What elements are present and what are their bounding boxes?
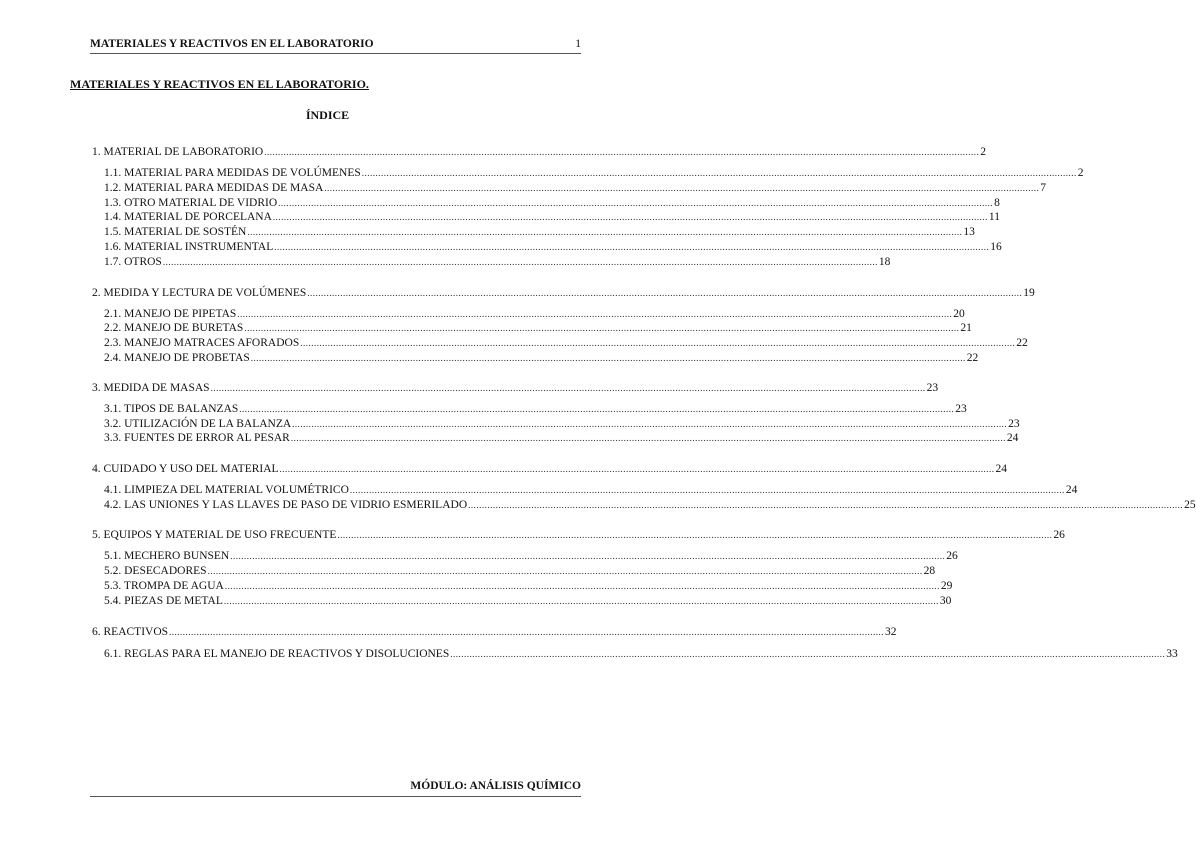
toc-subsection-entry — [104, 166, 1084, 180]
toc-entry-label: 1.6. MATERIAL INSTRUMENTAL — [104, 241, 274, 253]
toc-section-entry — [92, 462, 1008, 476]
toc-entry-label: 2.2. MANEJO DE BURETAS — [104, 322, 244, 334]
toc-entry-label: 5.4. PIEZAS DE METAL — [104, 595, 223, 607]
toc-entry-label: 1.1. MATERIAL PARA MEDIDAS DE VOLÚMENES — [104, 167, 361, 179]
header-rule — [90, 53, 581, 54]
toc-subsection-entry — [104, 336, 1028, 350]
toc-entry-page: 23 — [926, 382, 939, 394]
toc-subsection-entry — [104, 594, 952, 608]
toc-dot-leader: .................................................................................................................................................................................................................................................................... — [290, 433, 1006, 443]
toc-subsection-entry — [104, 240, 1002, 254]
toc-dot-leader: .................................................................................................................................................................................................................................................................... — [272, 212, 988, 222]
document-title: MATERIALES Y REACTIVOS EN EL LABORATORIO. — [70, 77, 369, 91]
toc-dot-leader: .................................................................................................................................................................................................................................................................... — [247, 227, 963, 237]
toc-dot-leader: .................................................................................................................................................................................................................................................................... — [292, 419, 1008, 429]
toc-entry-page: 28 — [923, 565, 936, 577]
toc-subsection-entry — [104, 307, 965, 321]
toc-subsection-entry — [104, 225, 975, 239]
toc-entry-label: 2.1. MANEJO DE PIPETAS — [104, 308, 237, 320]
toc-entry-label: 1.5. MATERIAL DE SOSTÉN — [104, 226, 247, 238]
toc-subsection-entry — [104, 417, 1020, 431]
toc-entry-page: 2 — [980, 146, 986, 158]
header-page-number: 1 — [575, 38, 581, 50]
toc-entry-label: 6.1. REGLAS PARA EL MANEJO DE REACTIVOS Y DISOLUCIONES — [104, 648, 450, 660]
toc-dot-leader: .................................................................................................................................................................................................................................................................... — [337, 530, 1053, 540]
toc-entry-page: 25 — [1184, 499, 1196, 511]
toc-entry-label: 3.2. UTILIZACIÓN DE LA BALANZA — [104, 418, 292, 430]
toc-entry-label: 1.7. OTROS — [104, 256, 162, 268]
toc-entry-page: 33 — [1166, 648, 1178, 660]
toc-entry-page: 23 — [955, 403, 967, 415]
toc-entry-label: 5.3. TROMPA DE AGUA — [104, 580, 224, 592]
toc-dot-leader: .................................................................................................................................................................................................................................................................... — [223, 596, 939, 606]
toc-dot-leader: .................................................................................................................................................................................................................................................................... — [210, 383, 926, 393]
toc-entry-page: 18 — [878, 256, 891, 268]
toc-entry-label: 3.3. FUENTES DE ERROR AL PESAR — [104, 432, 290, 444]
toc-subsection-entry — [104, 181, 1047, 195]
toc-entry-label: 3. MEDIDA DE MASAS — [92, 382, 210, 394]
toc-entry-page: 29 — [940, 580, 953, 592]
toc-entry-label: 2.4. MANEJO DE PROBETAS — [104, 352, 250, 364]
toc-entry-page: 22 — [966, 352, 979, 364]
toc-entry-page: 26 — [1053, 529, 1065, 541]
toc-subsection-entry — [104, 431, 1019, 445]
toc-subsection-entry — [104, 210, 1000, 224]
toc-dot-leader: .................................................................................................................................................................................................................................................................... — [162, 257, 878, 267]
toc-section-entry — [92, 145, 986, 159]
toc-dot-leader: .................................................................................................................................................................................................................................................................... — [361, 168, 1077, 178]
toc-entry-page: 8 — [994, 197, 1000, 209]
toc-entry-label: 1.2. MATERIAL PARA MEDIDAS DE MASA — [104, 182, 324, 194]
toc-subsection-entry — [104, 647, 1178, 661]
toc-subsection-entry — [104, 549, 958, 563]
toc-section-entry — [92, 625, 897, 639]
toc-dot-leader: .................................................................................................................................................................................................................................................................... — [237, 309, 953, 319]
toc-entry-page: 24 — [1006, 432, 1019, 444]
toc-entry-label: 4. CUIDADO Y USO DEL MATERIAL — [92, 463, 279, 475]
toc-entry-label: 4.1. LIMPIEZA DEL MATERIAL VOLUMÉTRICO — [104, 484, 349, 496]
toc-subsection-entry — [104, 321, 972, 335]
toc-entry-label: 6. REACTIVOS — [92, 626, 169, 638]
toc-section-entry — [92, 286, 1035, 300]
toc-entry-page: 23 — [1008, 418, 1020, 430]
toc-entry-page: 22 — [1016, 337, 1028, 349]
toc-entry-label: 5.2. DESECADORES — [104, 565, 207, 577]
toc-entry-page: 26 — [946, 550, 958, 562]
toc-dot-leader: .................................................................................................................................................................................................................................................................... — [274, 242, 990, 252]
toc-dot-leader: .................................................................................................................................................................................................................................................................... — [239, 404, 955, 414]
toc-subsection-entry — [104, 196, 1000, 210]
toc-dot-leader: .................................................................................................................................................................................................................................................................... — [468, 500, 1184, 510]
toc-dot-leader: .................................................................................................................................................................................................................................................................... — [349, 485, 1065, 495]
footer-rule — [90, 796, 581, 797]
toc-entry-page: 7 — [1040, 182, 1047, 194]
toc-subsection-entry — [104, 483, 1078, 497]
toc-dot-leader: .................................................................................................................................................................................................................................................................... — [264, 147, 980, 157]
toc-entry-label: 1.3. OTRO MATERIAL DE VIDRIO — [104, 197, 278, 209]
toc-entry-label: 5. EQUIPOS Y MATERIAL DE USO FRECUENTE — [92, 529, 337, 541]
toc-subsection-entry — [104, 579, 953, 593]
toc-entry-label: 2. MEDIDA Y LECTURA DE VOLÚMENES — [92, 287, 307, 299]
header-title: MATERIALES Y REACTIVOS EN EL LABORATORIO — [90, 38, 374, 50]
toc-entry-label: 2.3. MANEJO MATRACES AFORADOS — [104, 337, 300, 349]
toc-subsection-entry — [104, 255, 891, 269]
toc-dot-leader: .................................................................................................................................................................................................................................................................... — [450, 649, 1166, 659]
toc-entry-page: 21 — [960, 322, 972, 334]
toc-dot-leader: .................................................................................................................................................................................................................................................................... — [279, 464, 995, 474]
toc-entry-label: 5.1. MECHERO BUNSEN — [104, 550, 230, 562]
toc-entry-label: 4.2. LAS UNIONES Y LAS LLAVES DE PASO DE VIDRIO ESMERILADO — [104, 499, 468, 511]
toc-dot-leader: .................................................................................................................................................................................................................................................................... — [230, 551, 946, 561]
toc-entry-label: 1. MATERIAL DE LABORATORIO — [92, 146, 264, 158]
toc-entry-page: 11 — [988, 211, 1000, 223]
toc-dot-leader: .................................................................................................................................................................................................................................................................... — [169, 627, 885, 637]
toc-entry-page: 2 — [1077, 167, 1084, 179]
toc-subsection-entry — [104, 564, 936, 578]
footer-module: MÓDULO: ANÁLISIS QUÍMICO — [410, 780, 581, 792]
toc-subsection-entry — [104, 402, 967, 416]
toc-entry-page: 19 — [1023, 287, 1035, 299]
toc-dot-leader: .................................................................................................................................................................................................................................................................... — [244, 323, 960, 333]
toc-section-entry — [92, 528, 1065, 542]
toc-entry-label: 1.4. MATERIAL DE PORCELANA — [104, 211, 272, 223]
toc-entry-page: 24 — [995, 463, 1008, 475]
index-title: ÍNDICE — [305, 108, 350, 122]
toc-entry-page: 20 — [953, 308, 965, 320]
toc-entry-page: 24 — [1065, 484, 1078, 496]
running-header — [90, 38, 581, 54]
toc-entry-page: 30 — [939, 595, 952, 607]
toc-entry-page: 13 — [963, 226, 975, 238]
toc-section-entry — [92, 381, 939, 395]
toc-subsection-entry — [104, 498, 1196, 512]
toc-dot-leader: .................................................................................................................................................................................................................................................................... — [300, 338, 1016, 348]
toc-dot-leader: .................................................................................................................................................................................................................................................................... — [307, 288, 1023, 298]
toc-dot-leader: .................................................................................................................................................................................................................................................................... — [278, 198, 994, 208]
toc-entry-page: 32 — [885, 626, 897, 638]
toc-dot-leader: .................................................................................................................................................................................................................................................................... — [207, 566, 923, 576]
toc-dot-leader: .................................................................................................................................................................................................................................................................... — [324, 183, 1040, 193]
toc-entry-label: 3.1. TIPOS DE BALANZAS — [104, 403, 239, 415]
toc-entry-page: 16 — [990, 241, 1002, 253]
toc-dot-leader: .................................................................................................................................................................................................................................................................... — [224, 581, 940, 591]
toc-subsection-entry — [104, 351, 979, 365]
toc-dot-leader: .................................................................................................................................................................................................................................................................... — [250, 353, 966, 363]
